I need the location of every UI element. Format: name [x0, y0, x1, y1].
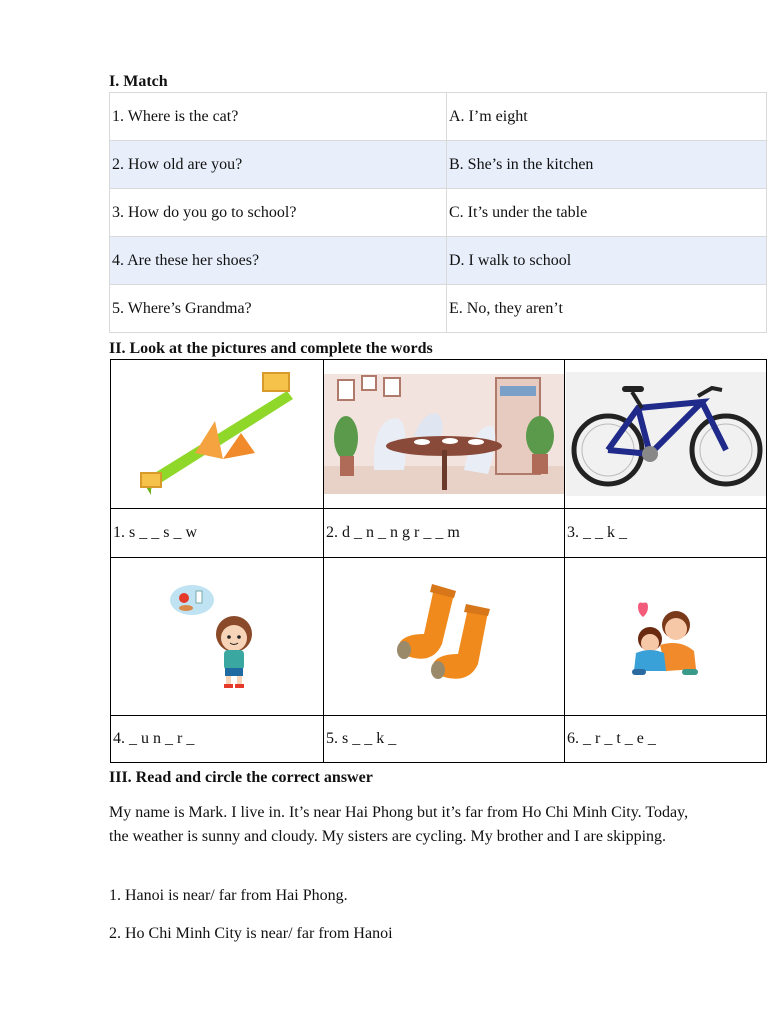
match-answer: A. I’m eight — [447, 93, 767, 141]
reading-paragraph: My name is Mark. I live in. It’s near Hai Phong but it’s far from Ho Chi Minh City. Today, the weather is sunny and cloudy. My sisters are cycling. My brother and I are skipping. — [109, 804, 689, 845]
dining-room-icon — [324, 374, 564, 494]
match-table — [109, 92, 767, 333]
bike-picture — [565, 360, 766, 508]
question-1: 1. Hanoi is near/ far from Hai Phong. — [109, 887, 348, 904]
hungry-girl-picture — [111, 558, 323, 715]
question-2: 2. Ho Chi Minh City is near/ far from Hanoi — [109, 925, 393, 942]
section-2-title: II. Look at the pictures and complete the words — [109, 340, 433, 357]
match-question: 5. Where’s Grandma? — [110, 285, 447, 333]
section-3-title: III. Read and circle the correct answer — [109, 769, 373, 786]
seesaw-picture — [111, 360, 323, 508]
word-item-2: 2. d _ n _ n g r _ _ m — [326, 524, 460, 541]
hungry-girl-icon — [162, 582, 272, 692]
match-question: 1. Where is the cat? — [110, 93, 447, 141]
match-answer: B. She’s in the kitchen — [447, 141, 767, 189]
table-row — [110, 237, 767, 285]
match-question: 3. How do you go to school? — [110, 189, 447, 237]
seesaw-icon — [137, 369, 297, 499]
brothers-hug-icon — [616, 587, 716, 687]
table-row — [110, 93, 767, 141]
word-item-5: 5. s _ _ k _ — [326, 730, 397, 747]
socks-picture — [324, 558, 564, 715]
socks-icon — [384, 582, 504, 692]
brothers-hug-picture — [565, 558, 766, 715]
table-row — [110, 141, 767, 189]
table-row — [110, 189, 767, 237]
picture-grid — [110, 359, 767, 763]
dining-room-picture — [324, 360, 564, 508]
word-item-3: 3. _ _ k _ — [567, 524, 627, 541]
match-answer: E. No, they aren’t — [447, 285, 767, 333]
word-item-6: 6. _ r _ t _ e _ — [567, 730, 656, 747]
word-item-1: 1. s _ _ s _ w — [113, 524, 198, 541]
table-row — [110, 285, 767, 333]
match-answer: D. I walk to school — [447, 237, 767, 285]
bike-icon — [566, 372, 766, 496]
word-item-4: 4. _ u n _ r _ — [113, 730, 195, 747]
section-1-title: I. Match — [109, 73, 168, 90]
match-question: 2. How old are you? — [110, 141, 447, 189]
match-answer: C. It’s under the table — [447, 189, 767, 237]
match-question: 4. Are these her shoes? — [110, 237, 447, 285]
